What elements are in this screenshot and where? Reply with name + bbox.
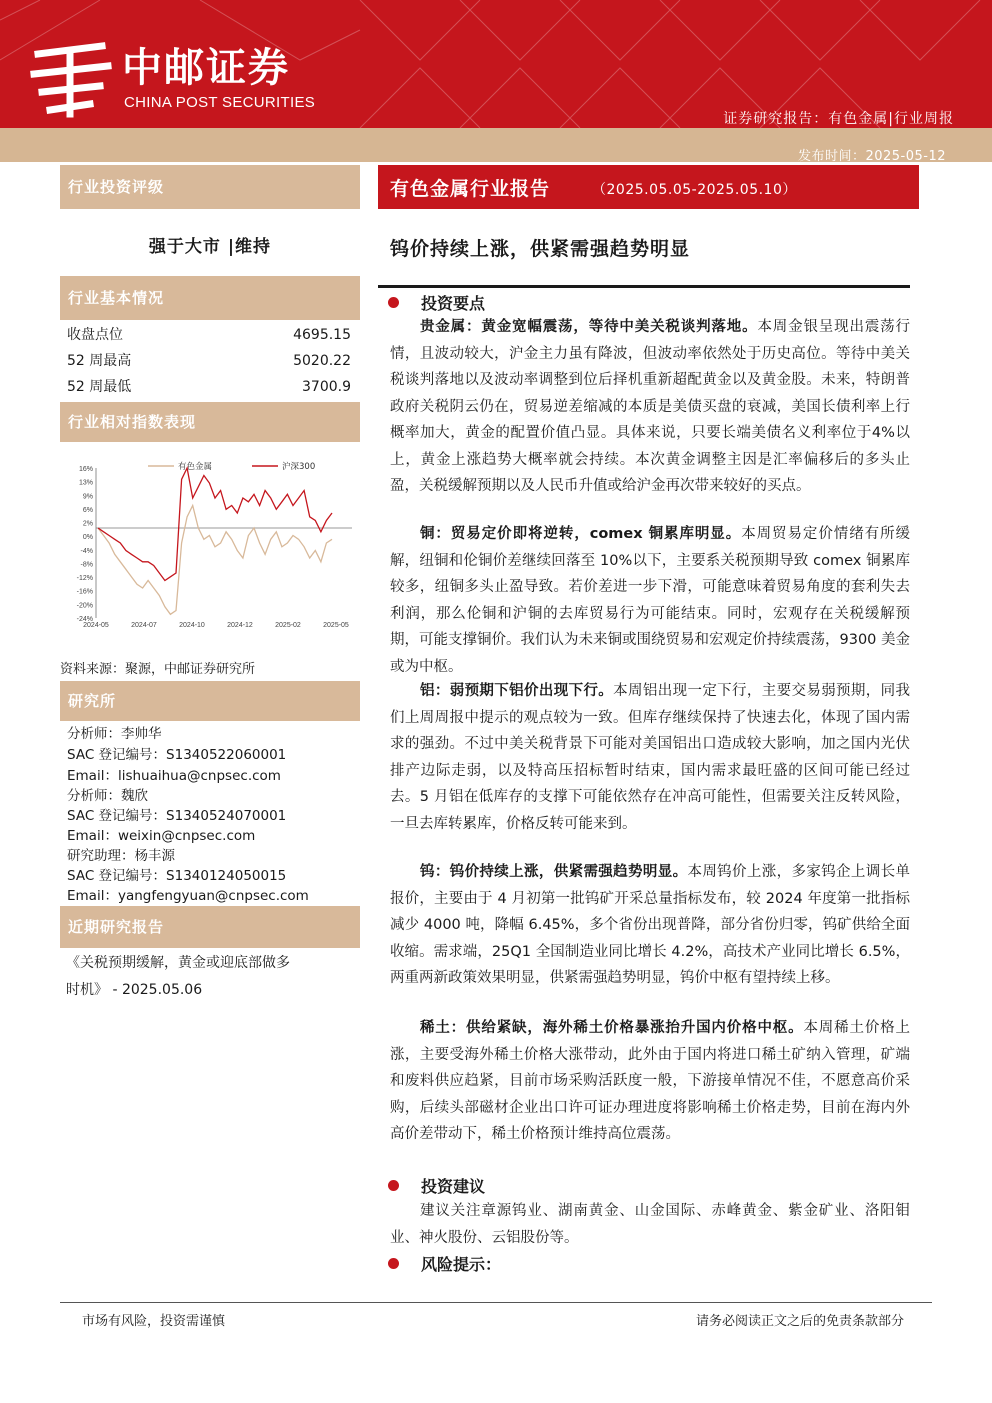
x-tick-label: 2024-12 [227,622,253,629]
brand-name-cn: 中邮证券 [122,45,290,91]
paragraph-lead: 贵金属：黄金宽幅震荡，等待中美关税谈判落地。 [420,319,758,335]
stat-52w-high [67,350,351,372]
bullet-dot-icon [388,1180,399,1191]
section-label: 投资要点 [421,294,486,313]
x-tick-label: 2025-05 [323,622,349,629]
report-headline: 钨价持续上涨，供紧需强趋势明显 [390,238,691,260]
footer-disclaimer-note: 请务必阅读正文之后的免责条款部分 [695,1314,904,1329]
analyst-email[interactable]: Email：yangfengyuan@cnpsec.com [67,888,309,904]
recent-section-title: 近期研究报告 [60,906,360,948]
paragraph-lead: 稀土：供给紧缺，海外稀土价格暴涨抬升国内价格中枢。 [420,1020,804,1036]
x-tick-label: 2024-10 [179,622,205,629]
y-tick-label: -20% [76,602,93,610]
paragraph-tungsten [390,859,910,992]
perf-section-title: 行业相对指数表现 [60,402,360,442]
publish-time: 发布时间：2025-05-12 [797,149,946,164]
analyst-line: 分析师：魏欣 [67,788,148,804]
headline-rule [378,285,910,288]
stat-52w-low [67,376,351,398]
analyst-line: SAC 登记编号：S1340524070001 [67,808,287,824]
bullet-dot-icon [388,1258,399,1269]
x-tick-label: 2024-05 [83,622,109,629]
research-section-title: 研究所 [60,681,360,721]
legend-label: 有色金属 [178,462,213,472]
paragraph-lead: 钨：钨价持续上涨，供紧需强趋势明显。 [420,864,688,880]
analyst-line: 研究助理：杨丰源 [67,848,175,864]
paragraph-body: 本周钨价上涨，多家钨企上调长单报价，主要由于 4 月初第一批钨矿开采总量指标发布，较 2024 年度第一批指标减少 4000 吨，降幅 6.45%，多个省份出现普降，部分省份归零，钨矿供给全面收缩。需求端，25Q1 全国制造业同比增长 4.2%，高技术产业同比增长 6.5%，两重两新政策效果明显，供紧需强趋势明显，钨价中枢有望持续上移。 [390,864,910,986]
report-dates: （2025.05.05-2025.05.10） [592,182,797,198]
analyst-email[interactable]: Email：weixin@cnpsec.com [67,828,256,844]
brand-name-en: CHINA POST SECURITIES [124,94,316,111]
industry-rating: 强于大市 |维持 [148,237,272,257]
chart-source: 资料来源：聚源，中邮证券研究所 [60,662,256,677]
analyst-line: 分析师：李帅华 [67,726,162,742]
series-line-1 [98,468,332,581]
analyst-line: SAC 登记编号：S1340124050015 [67,868,287,884]
stat-value: 4695.15 [293,327,351,343]
y-tick-label: -8% [80,561,93,569]
stat-label: 52 周最低 [67,379,132,395]
paragraph-aluminum [390,678,910,837]
y-tick-label: 16% [78,466,93,473]
footer-rule [60,1302,932,1303]
page-header [0,0,992,128]
paragraph-copper [390,521,910,680]
paragraph-rare-earth [390,1015,910,1148]
analyst-line: SAC 登记编号：S1340522060001 [67,747,287,763]
y-tick-label: -24% [76,616,93,623]
y-tick-label: -16% [76,588,93,596]
stat-value: 3700.9 [302,379,351,395]
section-label: 风险提示： [421,1255,502,1274]
x-tick-label: 2024-07 [131,622,157,629]
stat-close [67,324,351,346]
report-title: 有色金属行业报告 [390,178,551,200]
paragraph-body: 本周稀土价格上涨，主要受海外稀土价格大涨带动，此外由于国内将进口稀土矿纳入管理，矿端和废料供应趋紧，目前市场采购活跃度一般，下游接单情况不佳，不愿意高价采购，后续头部磁材企业出口许可证办理进度将影响稀土价格走势，目前在海内外高价差带动下，稀土价格预计维持高位震荡。 [390,1020,911,1142]
paragraph-lead: 铜：贸易定价即将逆转，comex 铜累库明显。 [420,526,742,542]
stat-label: 52 周最高 [67,353,132,369]
report-type: 证券研究报告：有色金属|行业周报 [723,111,954,127]
rating-section-title: 行业投资评级 [60,165,360,209]
y-tick-label: 2% [82,520,93,528]
stat-label: 收盘点位 [67,327,123,343]
section-investment-points [388,291,485,314]
footer-risk-note: 市场有风险，投资需谨慎 [82,1314,226,1329]
bullet-dot-icon [388,297,399,308]
section-risk [388,1252,501,1275]
paragraph-precious-metals [390,314,910,500]
y-tick-label: -12% [76,575,93,583]
legend-label: 沪深300 [282,462,316,472]
recent-report-line: 时机》 - 2025.05.06 [66,982,203,998]
recent-report-line: 《关税预期缓解，黄金或迎底部做多 [66,955,290,971]
relative-index-chart [62,452,358,638]
y-tick-label: 0% [82,534,93,542]
y-tick-label: 9% [82,493,93,501]
series-line-0 [98,506,332,615]
paragraph-body: 本周金银呈现出震荡行情，且波动较大，沪金主力虽有降波，但波动率依然处于历史高位。等待中美关税谈判落地以及波动率调整到位后择机重新超配黄金以及黄金股。未来，特朗普政府关税阴云仍在，贸易逆差缩减的本质是美债买盘的衰减，美国长债利率上行概率加大，黄金的配置价值凸显。具体来说，只要长端美债名义利率位于4%以上，黄金上涨趋势大概率就会持续。本次黄金调整主因是汇率偏移后的多头止盈，关税缓解预期以及人民币升值或给沪金再次带来较好的买点。 [390,319,911,494]
china-post-logo-icon [30,40,112,118]
paragraph-lead: 铝：弱预期下铝价出现下行。 [420,683,614,699]
paragraph-body: 本周铝出现一定下行，主要交易弱预期，同我们上周周报中提示的观点较为一致。但库存继续保持了快速去化，体现了国内需求的强劲。不过中美关税背景下可能对美国铝出口造成较大影响，加之国内光伏排产边际走弱，以及特高压招标暂时结束，国内需求最旺盛的区间可能已经过去。5 月铝在低库存的支撑下可能依然存在冲高可能性，但需要关注反转风险，一旦去库转累库，价格反转可能来到。 [390,683,910,832]
basic-info-section-title: 行业基本情况 [60,276,360,320]
report-title-bar [378,165,919,209]
paragraph-body: 建议关注章源钨业、湖南黄金、山金国际、赤峰黄金、紫金矿业、洛阳钼业、神火股份、云铝股份等。 [390,1203,910,1246]
y-tick-label: -4% [80,547,93,555]
y-tick-label: 6% [82,506,93,514]
paragraph-advice [390,1198,910,1251]
paragraph-body: 本周贸易定价情绪有所缓解，纽铜和伦铜价差继续回落至 10%以下，主要系关税预期导致 comex 铜累库较多，纽铜多头止盈导致。若价差进一步下滑，可能意味着贸易角度的套利失去利润，那么伦铜和沪铜的去库贸易行为可能结束。同时，宏观存在关税缓解预期，可能支撑铜价。我们认为未来铜或围绕贸易和宏观定价持续震荡，9300 美金或为中枢。 [390,526,911,675]
y-tick-label: 13% [78,479,93,487]
analyst-email[interactable]: Email：lishuaihua@cnpsec.com [67,768,281,784]
recent-report-link[interactable] [60,950,360,1004]
section-label: 投资建议 [421,1177,486,1196]
stat-value: 5020.22 [293,353,351,369]
section-investment-advice [388,1174,485,1197]
x-tick-label: 2025-02 [275,622,301,629]
